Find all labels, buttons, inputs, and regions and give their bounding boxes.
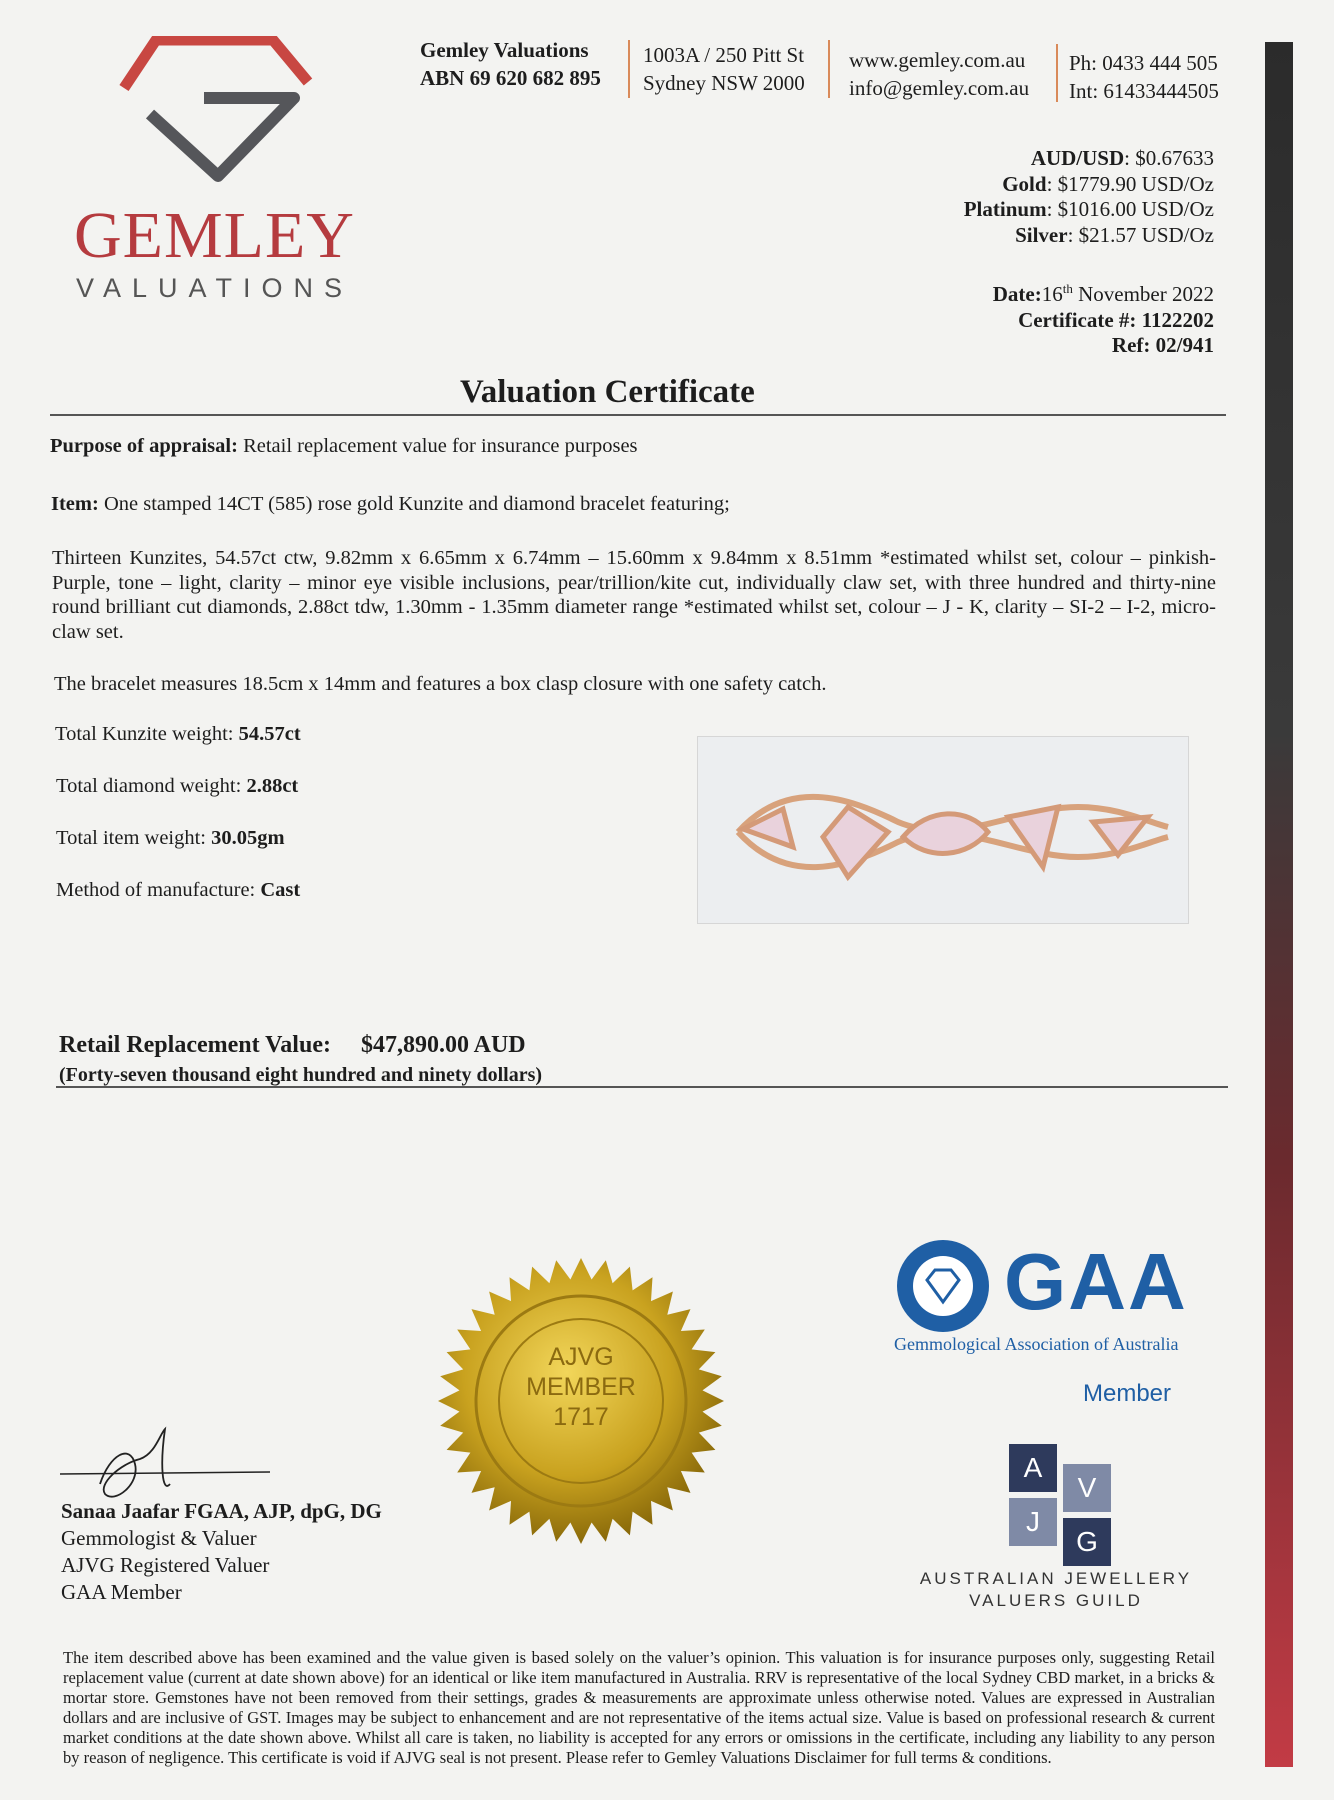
certificate-number: Certificate #: 1122202: [1018, 307, 1214, 332]
certificate-ref: Ref: 02/941: [1111, 333, 1214, 357]
rate-platinum: Platinum: $1016.00 USD/Oz: [963, 197, 1214, 221]
ajvg-line-2: VALUERS GUILD: [969, 1591, 1143, 1610]
gaa-full-name: Gemmological Association of Australia: [894, 1334, 1179, 1354]
signatory-role-3: GAA Member: [61, 1580, 182, 1604]
title-rule: [50, 414, 1226, 416]
header-divider: [1056, 44, 1058, 102]
signatory-role-2: AJVG Registered Valuer: [61, 1553, 270, 1577]
web-block: [849, 46, 1029, 102]
address-block: [643, 41, 805, 97]
item-description: Thirteen Kunzites, 54.57ct ctw, 9.82mm x 6.65mm x 6.74mm – 15.60mm x 9.84mm x 8.51mm *estimated whilst set, colour – pinkish-Purple, tone – light, clarity – minor eye visible inclusions, pear/trillion/kite cut, individually claw set, with three hundred and thirty-nine round brilliant cut diamonds, 2.88ct tdw, 1.30mm - 1.35mm diameter range *estimated whilst set, colour – J - K, clarity – SI-2 – I-2, micro-claw set.: [52, 547, 1216, 643]
seal-text-1: AJVG: [548, 1343, 614, 1371]
bracelet-measures: The bracelet measures 18.5cm x 14mm and features a box clasp closure with one safety catch.: [54, 673, 827, 695]
company-abn: ABN 69 620 682 895: [420, 66, 601, 90]
ajvg-box-j: J: [1009, 1498, 1057, 1546]
gemley-logo: [118, 36, 318, 191]
address-line-2: Sydney NSW 2000: [643, 71, 805, 95]
phone-block: [1069, 49, 1219, 105]
gaa-member: Member: [1083, 1380, 1172, 1407]
signatory-role-1: Gemmologist & Valuer: [61, 1526, 257, 1550]
rate-silver: Silver: $21.57 USD/Oz: [1015, 222, 1214, 247]
address-line-1: 1003A / 250 Pitt St: [643, 43, 805, 67]
spec-manufacture: Method of manufacture: Cast: [56, 879, 301, 901]
signatory-name: Sanaa Jaafar FGAA, AJP, dpG, DG: [61, 1499, 382, 1523]
logo-subtitle: VALUATIONS: [76, 273, 354, 303]
rate-gold: Gold: $1779.90 USD/Oz: [1002, 171, 1214, 196]
ajvg-line-1: AUSTRALIAN JEWELLERY: [919, 1569, 1193, 1588]
diamond-logo-icon: [118, 36, 318, 186]
ajvg-box-g: G: [1063, 1518, 1111, 1566]
purpose-line: Purpose of appraisal: Retail replacement value for insurance purposes: [50, 435, 638, 457]
company-block: [420, 36, 601, 92]
retail-value-words: (Forty-seven thousand eight hundred and ninety dollars): [59, 1064, 543, 1086]
gaa-logo: [895, 1238, 991, 1339]
retail-value-label: Retail Replacement Value:: [59, 1032, 331, 1058]
gaa-wordmark: GAA: [1004, 1237, 1188, 1326]
certificate-meta: [993, 276, 1214, 359]
seal-text-2: MEMBER: [526, 1373, 636, 1401]
spec-kunzite: Total Kunzite weight: 54.57ct: [55, 723, 301, 745]
spec-item-weight: Total item weight: 30.05gm: [56, 827, 285, 849]
retail-value-amount: $47,890.00 AUD: [360, 1032, 526, 1058]
seal-text-3: 1717: [553, 1403, 609, 1431]
rates-block: [964, 146, 1214, 248]
phone-number: Ph: 0433 444 505: [1069, 51, 1218, 75]
ajvg-box-a: A: [1009, 1444, 1057, 1492]
ajvg-seal: [436, 1256, 726, 1546]
signatory-block: [61, 1498, 382, 1606]
website-link[interactable]: www.gemley.com.au: [849, 48, 1026, 72]
side-stripe: [1265, 42, 1293, 1767]
spec-diamond: Total diamond weight: 2.88ct: [56, 775, 299, 797]
logo-wordmark: GEMLEY: [74, 199, 355, 272]
certificate-date: Date:16th November 2022: [992, 281, 1214, 306]
gaa-diamond-icon: [895, 1238, 991, 1334]
retail-value: [59, 1032, 526, 1059]
company-name: Gemley Valuations: [420, 38, 589, 62]
ajvg-box-v: V: [1063, 1464, 1111, 1512]
disclaimer: The item described above has been examined and the value given is based solely on the valuer’s opinion. This valuation is for insurance purposes only, suggesting Retail replacement value (current at date shown above) for an identical or like item manufactured in Australia. RRV is representative of the local Sydney CBD market, in a bricks & mortar store. Gemstones have not been removed from their settings, grades & measurements are approximate unless otherwise noted. Values are expressed in Australian dollars and are inclusive of GST. Images may be subject to enhancement and are not representative of the items actual size. Value is based on professional research & current market conditions at the date shown above. Whilst all care is taken, no liability is accepted for any errors or omissions in the certificate, including any liability to any person by reason of negligence. This certificate is void if AJVG seal is not present. Please refer to Gemley Valuations Disclaimer for full terms & conditions.: [63, 1648, 1215, 1767]
header-divider: [628, 40, 630, 98]
intl-number: Int: 61433444505: [1069, 79, 1219, 103]
page-title: Valuation Certificate: [460, 374, 755, 410]
bracelet-photo: [697, 736, 1189, 924]
header-divider: [828, 40, 830, 98]
value-rule: [56, 1086, 1228, 1088]
email-link[interactable]: info@gemley.com.au: [849, 76, 1030, 100]
rate-aud: AUD/USD: $0.67633: [1030, 146, 1214, 170]
item-line: Item: One stamped 14CT (585) rose gold Kunzite and diamond bracelet featuring;: [51, 493, 730, 515]
ajvg-name: [918, 1568, 1194, 1612]
